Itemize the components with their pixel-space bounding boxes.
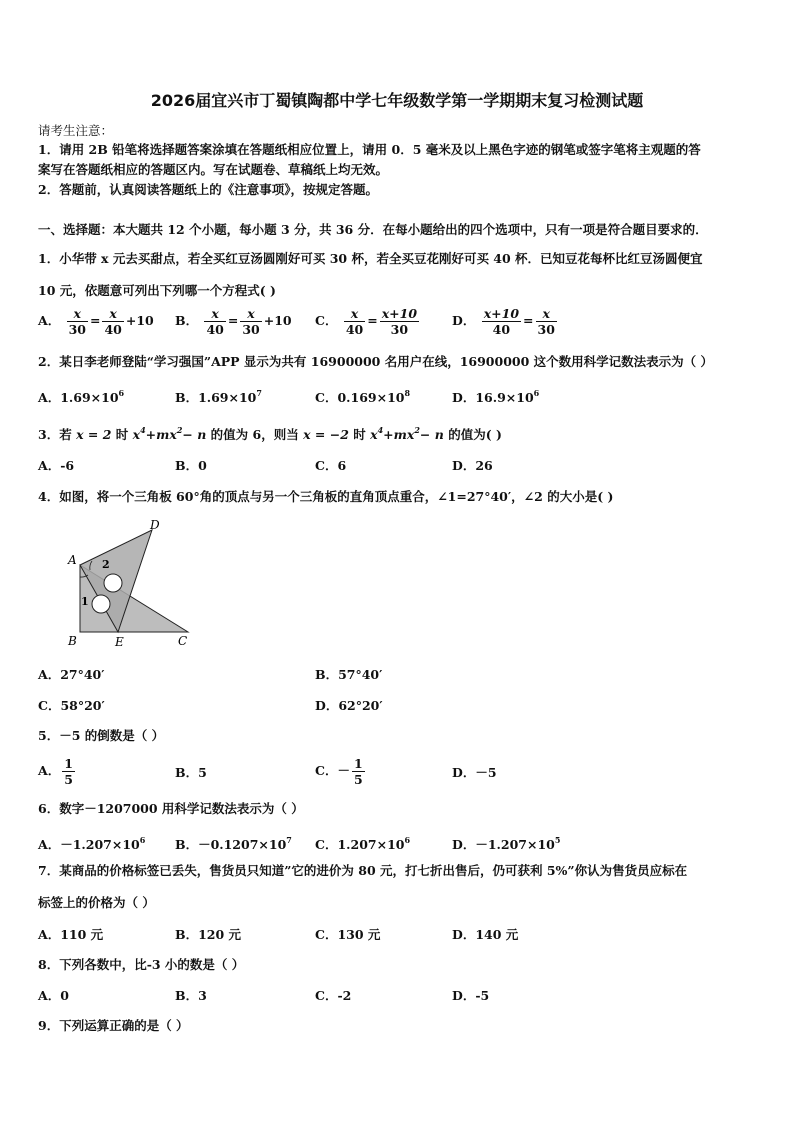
option-letter: A． (38, 313, 61, 328)
fraction: $\frac{x}{30}$ (68, 306, 86, 337)
q3-option-a[interactable]: A．-6 (38, 458, 75, 473)
fraction: $\frac{x}{30}$ (537, 306, 555, 337)
q1-option-a[interactable]: A． $\frac{x}{30}$ = $\frac{x}{40}$ +10 (38, 306, 154, 337)
q2-option-b[interactable]: B．$1.69\times 10^7$ (175, 388, 262, 405)
q6-stem: 6．数字－1207000 用科学记数法表示为（ ） (38, 801, 304, 816)
q2-option-c[interactable]: C．$0.169\times 10^8$ (315, 388, 411, 405)
page-title: 2026届宜兴市丁蜀镇陶都中学七年级数学第一学期期末复习检测试题 (150, 91, 644, 110)
q6-option-d[interactable]: D．$-1.207\times 10^5$ (452, 835, 561, 852)
fraction: $\frac{1}{5}$ (64, 756, 73, 787)
q5-option-d[interactable]: D．－5 (452, 765, 497, 780)
q4-option-a[interactable]: A．27°40′ (38, 667, 105, 682)
q3-option-b[interactable]: B．0 (175, 458, 207, 473)
q5-option-c[interactable]: C．－ $\frac{1}{5}$ (315, 756, 363, 787)
q8-option-d[interactable]: D．-5 (452, 988, 490, 1003)
hole-circle-lower (92, 595, 110, 613)
q4-stem: 4．如图，将一个三角板 60°角的顶点与另一个三角板的直角顶点重合，∠1=27°40′，∠2 的大小是( ) (38, 489, 614, 504)
fraction: $\frac{x}{40}$ (104, 306, 122, 337)
fraction: $\frac{x}{40}$ (345, 306, 364, 337)
q4-option-b[interactable]: B．57°40′ (315, 667, 383, 682)
label-e: E (115, 635, 124, 649)
q3-stem: 3．若 x = 2 时 $x^4+mx^2- n$ 的值为 6，则当 x = −2 时 $x^4+mx^2- n$ 的值为( ) (38, 425, 502, 442)
q1-option-b[interactable]: B． $\frac{x}{40}$ = $\frac{x}{30}$ +10 (175, 306, 292, 337)
label-d: D (150, 518, 160, 532)
q7-stem-b: 标签上的价格为（ ） (38, 895, 155, 910)
q1-stem-b: 10 元，依题意可列出下列哪一个方程式( ) (38, 283, 276, 298)
section-header: 一、选择题：本大题共 12 个小题，每小题 3 分，共 36 分．在每小题给出的四个选项中，只有一项是符合题目要求的． (38, 222, 708, 237)
q5-stem: 5．－5 的倒数是（ ） (38, 728, 165, 743)
fraction: $\frac{1}{5}$ (353, 756, 363, 787)
label-c: C (178, 634, 188, 648)
q3-option-c[interactable]: C．6 (315, 458, 347, 473)
q7-option-a[interactable]: A．110 元 (38, 927, 104, 942)
q4-option-c[interactable]: C．58°20′ (38, 698, 105, 713)
q1-option-d[interactable]: D． $\frac{x+10}{40}$ = $\frac{x}{30}$ (452, 306, 555, 337)
fraction: $\frac{x}{30}$ (242, 306, 260, 337)
q3-option-d[interactable]: D．26 (452, 458, 493, 473)
q7-option-c[interactable]: C．130 元 (315, 927, 381, 942)
option-letter: B． (175, 313, 199, 328)
q6-option-b[interactable]: B．$-0.1207\times 10^7$ (175, 835, 292, 852)
q2-stem: 2．某日李老师登陆“学习强国”APP 显示为共有 16900000 名用户在线，16900000 这个数用科学记数法表示为（ ） (38, 354, 713, 369)
notice-head: 请考生注意： (38, 123, 114, 138)
q8-option-b[interactable]: B．3 (175, 988, 207, 1003)
q6-option-a[interactable]: A．$-1.207\times 10^6$ (38, 835, 146, 852)
notice-line-1a: 1．请用 2B 铅笔将选择题答案涂填在答题纸相应位置上，请用 0．5 毫米及以上黑色字迹的钢笔或签字笔将主观题的答 (38, 142, 701, 157)
fraction: $\frac{x}{40}$ (206, 306, 224, 337)
q8-option-a[interactable]: A．0 (38, 988, 69, 1003)
q5-option-a[interactable]: A． $\frac{1}{5}$ (38, 756, 73, 787)
q8-stem: 8．下列各数中，比-3 小的数是（ ） (38, 957, 245, 972)
q1-option-c[interactable]: C． $\frac{x}{40}$ = $\frac{x+10}{30}$ (315, 306, 418, 337)
q4-option-d[interactable]: D．62°20′ (315, 698, 383, 713)
q7-option-d[interactable]: D．140 元 (452, 927, 519, 942)
option-letter: D． (452, 313, 476, 328)
q6-option-c[interactable]: C．$1.207\times 10^6$ (315, 835, 411, 852)
q1-stem-a: 1．小华带 x 元去买甜点，若全买红豆汤圆刚好可买 30 杯，若全买豆花刚好可买 40 杯．已知豆花每杯比红豆汤圆便宜 (38, 251, 703, 266)
hole-circle-upper (104, 574, 122, 592)
fraction: $\frac{x+10}{30}$ (381, 306, 418, 337)
label-angle-2: 2 (102, 558, 110, 571)
notice-line-1b: 案写在答题纸相应的答题区内。写在试题卷、草稿纸上均无效。 (38, 162, 389, 177)
label-b: B (68, 634, 77, 648)
label-a: A (68, 553, 77, 567)
triangle-figure (60, 515, 200, 650)
label-angle-1: 1 (81, 595, 89, 608)
q9-stem: 9．下列运算正确的是（ ） (38, 1018, 189, 1033)
q7-stem-a: 7．某商品的价格标签已丢失，售货员只知道”它的进价为 80 元，打七折出售后，仍可获利 5%”你认为售货员应标在 (38, 863, 688, 878)
q2-option-a[interactable]: A．$1.69\times 10^6$ (38, 388, 125, 405)
q2-option-d[interactable]: D．$16.9\times 10^6$ (452, 388, 540, 405)
fraction: $\frac{x+10}{40}$ (483, 306, 520, 337)
q8-option-c[interactable]: C．-2 (315, 988, 352, 1003)
option-letter: C． (315, 313, 338, 328)
q5-option-b[interactable]: B．5 (175, 765, 207, 780)
q7-option-b[interactable]: B．120 元 (175, 927, 242, 942)
notice-line-2: 2．答题前，认真阅读答题纸上的《注意事项》，按规定答题。 (38, 182, 378, 197)
